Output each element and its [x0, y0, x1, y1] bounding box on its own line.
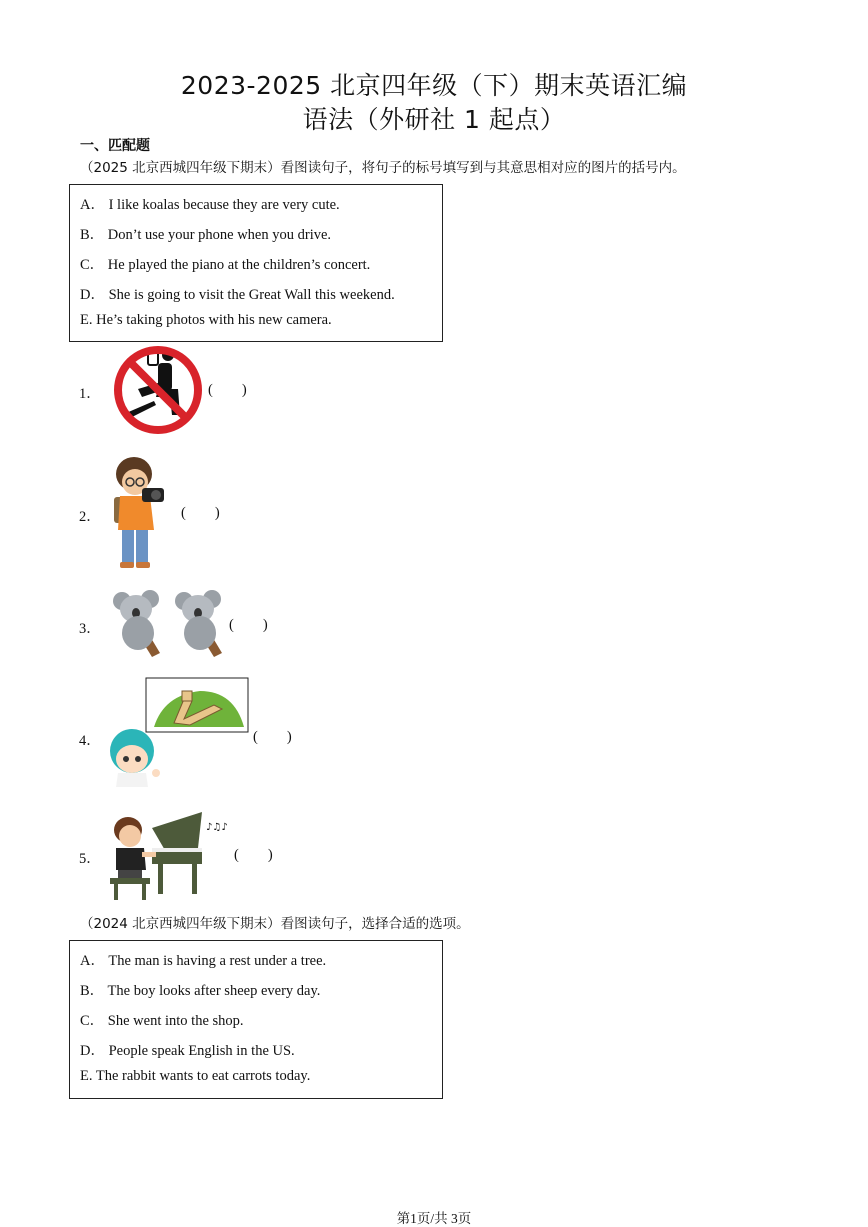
part2-instruction: （2024 北京西城四年级下期末）看图读句子，选择合适的选项。 — [80, 916, 470, 932]
page-footer: 第1页/共 3页 — [396, 1211, 472, 1226]
option-b: B． Don’t use your phone when you drive. — [80, 227, 332, 243]
boy-taking-photo-icon — [104, 452, 174, 574]
option-c: C． He played the piano at the children’s concert. — [80, 257, 371, 273]
option-c: C． She went into the shop. — [80, 1013, 244, 1029]
two-koalas-icon — [108, 585, 232, 659]
question-4-answer-blank[interactable]: ( ) — [253, 729, 292, 745]
part2-options-box — [69, 940, 443, 1099]
option-b: B． The boy looks after sheep every day. — [80, 983, 321, 999]
girl-thinking-great-wall-icon — [104, 677, 250, 787]
part1-options-box — [69, 184, 443, 342]
option-a: A． I like koalas because they are very cute. — [80, 197, 340, 213]
question-5-answer-blank[interactable]: ( ) — [234, 847, 273, 863]
option-d: D． People speak English in the US. — [80, 1043, 295, 1059]
question-3-answer-blank[interactable]: ( ) — [229, 617, 268, 633]
question-5-number: 5． — [79, 851, 101, 867]
question-1-number: 1． — [79, 386, 101, 402]
no-phone-while-driving-icon — [108, 343, 208, 438]
section-heading: 一、匹配题 — [80, 138, 150, 154]
page-subtitle: 语法（外研社 1 起点） — [302, 105, 566, 134]
question-2-answer-blank[interactable]: ( ) — [181, 505, 220, 521]
page-title: 2023-2025 北京四年级（下）期末英语汇编 — [180, 71, 688, 100]
option-d: D． She is going to visit the Great Wall this weekend. — [80, 287, 395, 303]
option-a: A． The man is having a rest under a tree. — [80, 953, 327, 969]
question-4-number: 4． — [79, 733, 101, 749]
option-e: E. He’s taking photos with his new camera. — [80, 312, 332, 328]
question-2-number: 2． — [79, 509, 101, 525]
question-1-answer-blank[interactable]: ( ) — [208, 382, 247, 398]
part1-instruction: （2025 北京西城四年级下期末）看图读句子，将句子的标号填写到与其意思相对应的图片的括号内。 — [80, 160, 686, 176]
svg-text:♪♫♪: ♪♫♪ — [206, 822, 228, 833]
option-e: E. The rabbit wants to eat carrots today. — [80, 1068, 311, 1084]
question-3-number: 3． — [79, 621, 101, 637]
boy-playing-piano-icon — [106, 808, 236, 902]
